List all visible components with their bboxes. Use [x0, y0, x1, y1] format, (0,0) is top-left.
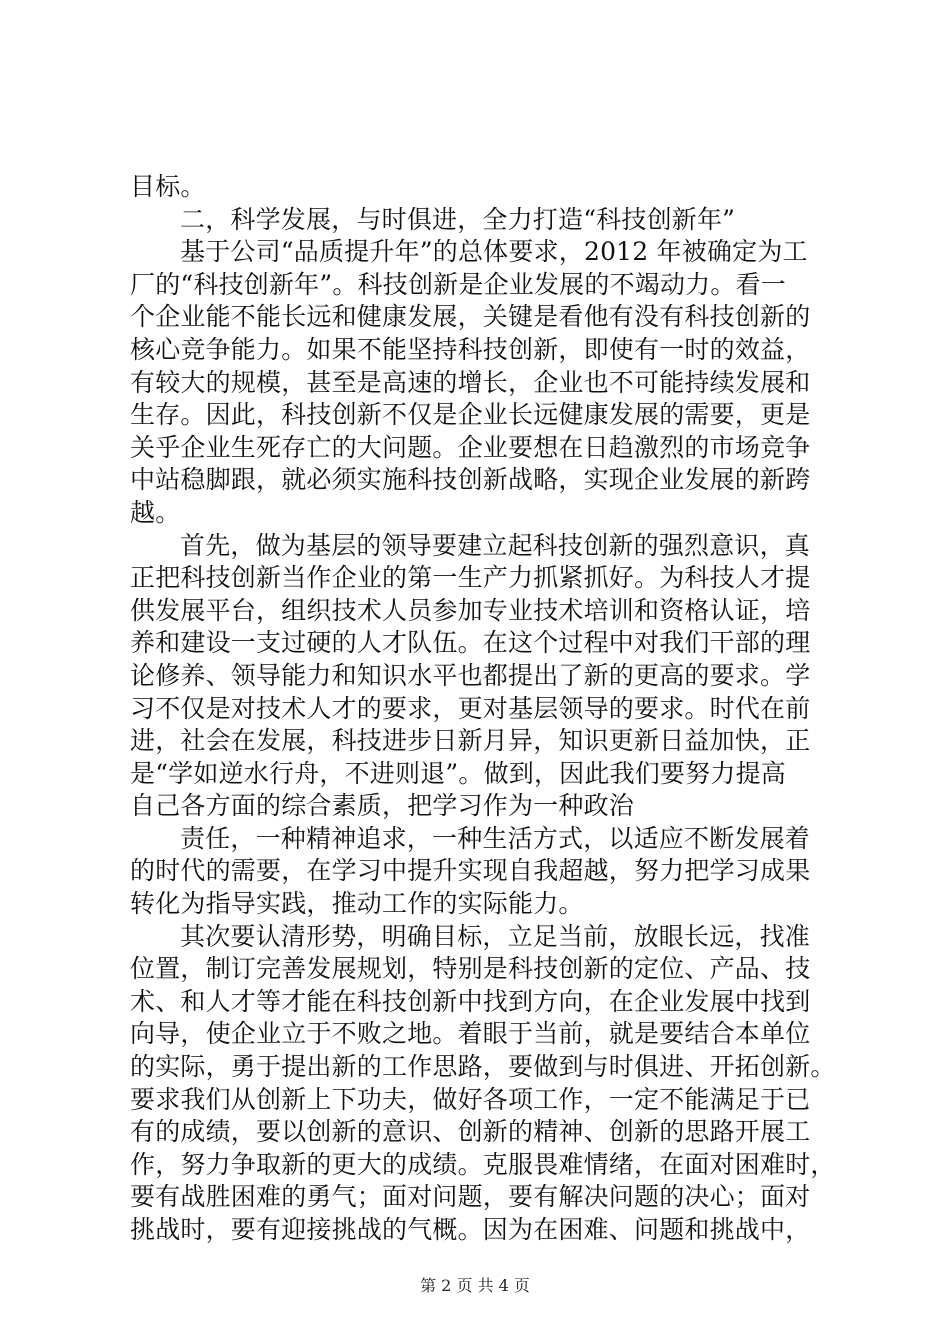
text-line: 是“学如逆水行舟，不进则退”。做到，因此我们要努力提高: [130, 758, 786, 788]
text-line: 论修养、领导能力和知识水平也都提出了新的更高的要求。学: [130, 660, 811, 690]
text-line: 挑战时，要有迎接挑战的气概。因为在困难、问题和挑战中，: [130, 1215, 811, 1244]
text-line: 养和建设一支过硬的人才队伍。在这个过程中对我们干部的理: [130, 628, 811, 658]
text-line: 目标。: [130, 172, 206, 201]
text-line: 的时代的需要，在学习中提升实现自我超越，努力把学习成果: [130, 856, 811, 886]
text-line: 作，努力争取新的更大的成绩。克服畏难情绪，在面对困难时，: [130, 1149, 836, 1179]
text-line: 的实际，勇于提出新的工作思路，要做到与时俱进、开拓创新。: [130, 1052, 836, 1082]
text-line: 有较大的规模，甚至是高速的增长，企业也不可能持续发展和: [130, 367, 811, 397]
text-line: 要求我们从创新上下功夫，做好各项工作，一定不能满足于已: [130, 1084, 811, 1114]
text-line: 首先，做为基层的领导要建立起科技创新的强烈意识，真: [180, 530, 811, 560]
text-line: 二，科学发展，与时俱进，全力打造“科技创新年”: [180, 204, 736, 234]
text-line: 转化为指导实践，推动工作的实际能力。: [130, 889, 584, 919]
text-line: 进，社会在发展，科技进步日新月异，知识更新日益加快，正: [130, 726, 811, 756]
text-line: 生存。因此，科技创新不仅是企业长远健康发展的需要，更是: [130, 400, 811, 430]
text-line: 个企业能不能长远和健康发展，关键是看他有没有科技创新的: [130, 302, 811, 332]
text-line: 术、和人才等才能在科技创新中找到方向，在企业发展中找到: [130, 986, 811, 1016]
text-line: 要有战胜困难的勇气；面对问题，要有解决问题的决心；面对: [130, 1182, 811, 1212]
text-line: 习不仅是对技术人才的要求，更对基层领导的要求。时代在前: [130, 693, 811, 723]
text-line: 关乎企业生死存亡的大问题。企业要想在日趋激烈的市场竞争: [130, 432, 811, 462]
document-body: [130, 171, 850, 1247]
text-line: 正把科技创新当作企业的第一生产力抓紧抓好。为科技人才提: [130, 563, 811, 593]
text-line: 供发展平台，组织技术人员参加专业技术培训和资格认证，培: [130, 595, 811, 625]
text-line: 其次要认清形势，明确目标，立足当前，放眼长远，找准: [180, 921, 811, 951]
text-line: 自己各方面的综合素质，把学习作为一种政治: [130, 791, 635, 821]
text-line: 核心竞争能力。如果不能坚持科技创新，即使有一时的效益，: [130, 334, 811, 364]
text-line: 向导，使企业立于不败之地。着眼于当前，就是要结合本单位: [130, 1019, 811, 1049]
text-line: 位置，制订完善发展规划，特别是科技创新的定位、产品、技: [130, 954, 811, 984]
text-line: 有的成绩，要以创新的意识、创新的精神、创新的思路开展工: [130, 1117, 811, 1147]
text-line: 基于公司“品质提升年”的总体要求，2012 年被确定为工: [180, 237, 808, 267]
text-line: 中站稳脚跟，就必须实施科技创新战略，实现企业发展的新跨: [130, 465, 811, 495]
text-line: 责任，一种精神追求，一种生活方式，以适应不断发展着: [180, 823, 811, 853]
text-line: 越。: [130, 497, 181, 527]
page-footer: 第 2 页 共 4 页: [420, 1276, 530, 1295]
text-line: 厂的“科技创新年”。科技创新是企业发展的不竭动力。看一: [130, 269, 786, 299]
